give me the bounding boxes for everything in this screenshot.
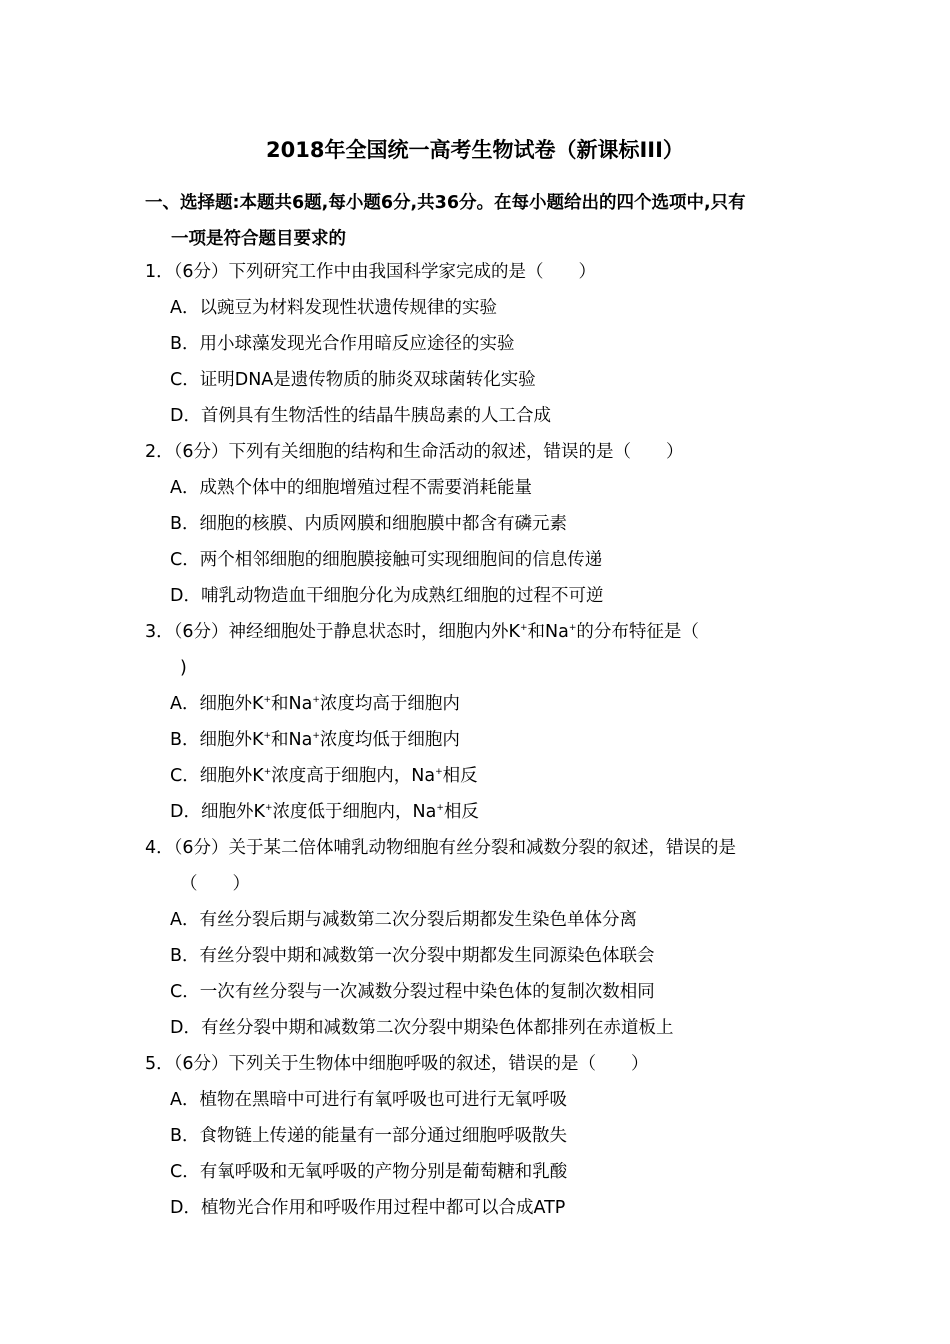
- question-5-option-c: C．有氧呼吸和无氧呼吸的产物分别是葡萄糖和乳酸: [170, 1162, 568, 1182]
- question-4-option-c: C．一次有丝分裂与一次减数分裂过程中染色体的复制次数相同: [170, 982, 655, 1002]
- question-3-option-b: B．细胞外K+和Na+浓度均低于细胞内: [170, 730, 460, 750]
- question-2-option-a: A．成熟个体中的细胞增殖过程不需要消耗能量: [170, 478, 532, 498]
- superscript-plus: +: [568, 623, 577, 634]
- superscript-plus: +: [520, 623, 528, 634]
- question-3-stem: 3．（6分）神经细胞处于静息状态时，细胞内外K+和Na+的分布特征是（: [145, 622, 699, 642]
- question-1-option-d: D．首例具有生物活性的结晶牛胰岛素的人工合成: [170, 406, 551, 426]
- section-heading-line1: 一、选择题:本题共6题,每小题6分,共36分。在每小题给出的四个选项中,只有: [145, 193, 746, 213]
- question-3-option-c: C．细胞外K+浓度高于细胞内，Na+相反: [170, 766, 478, 786]
- question-4-option-b: B．有丝分裂中期和减数第一次分裂中期都发生同源染色体联会: [170, 946, 655, 966]
- question-5-stem: 5．（6分）下列关于生物体中细胞呼吸的叙述，错误的是（ ）: [145, 1054, 649, 1074]
- question-5-option-a: A．植物在黑暗中可进行有氧呼吸也可进行无氧呼吸: [170, 1090, 567, 1110]
- question-2-stem: 2．（6分）下列有关细胞的结构和生命活动的叙述，错误的是（ ）: [145, 442, 684, 462]
- question-4-option-a: A．有丝分裂后期与减数第二次分裂后期都发生染色单体分离: [170, 910, 637, 930]
- section-heading-line2: 一项是符合题目要求的: [171, 229, 346, 249]
- question-3-option-d: D．细胞外K+浓度低于细胞内，Na+相反: [170, 802, 479, 822]
- question-1-option-b: B．用小球藻发现光合作用暗反应途径的实验: [170, 334, 515, 354]
- question-4-stem-continued: （ ）: [180, 874, 250, 894]
- question-3-stem-continued: ): [180, 658, 187, 678]
- exam-title: 2018年全国统一高考生物试卷（新课标III）: [266, 138, 684, 162]
- question-2-option-c: C．两个相邻细胞的细胞膜接触可实现细胞间的信息传递: [170, 550, 603, 570]
- question-2-option-b: B．细胞的核膜、内质网膜和细胞膜中都含有磷元素: [170, 514, 568, 534]
- question-1-option-a: A．以豌豆为材料发现性状遗传规律的实验: [170, 298, 497, 318]
- question-4-stem: 4．（6分）关于某二倍体哺乳动物细胞有丝分裂和减数分裂的叙述，错误的是: [145, 838, 737, 858]
- question-2-option-d: D．哺乳动物造血干细胞分化为成熟红细胞的过程不可逆: [170, 586, 604, 606]
- question-4-option-d: D．有丝分裂中期和减数第二次分裂中期染色体都排列在赤道板上: [170, 1018, 674, 1038]
- section-heading: [145, 185, 815, 257]
- question-1-option-c: C．证明DNA是遗传物质的肺炎双球菌转化实验: [170, 370, 536, 390]
- question-1-stem: 1．（6分）下列研究工作中由我国科学家完成的是（ ）: [145, 262, 597, 282]
- question-5-option-b: B．食物链上传递的能量有一部分通过细胞呼吸散失: [170, 1126, 568, 1146]
- question-3-option-a: A．细胞外K+和Na+浓度均高于细胞内: [170, 694, 460, 714]
- question-5-option-d: D．植物光合作用和呼吸作用过程中都可以合成ATP: [170, 1198, 566, 1218]
